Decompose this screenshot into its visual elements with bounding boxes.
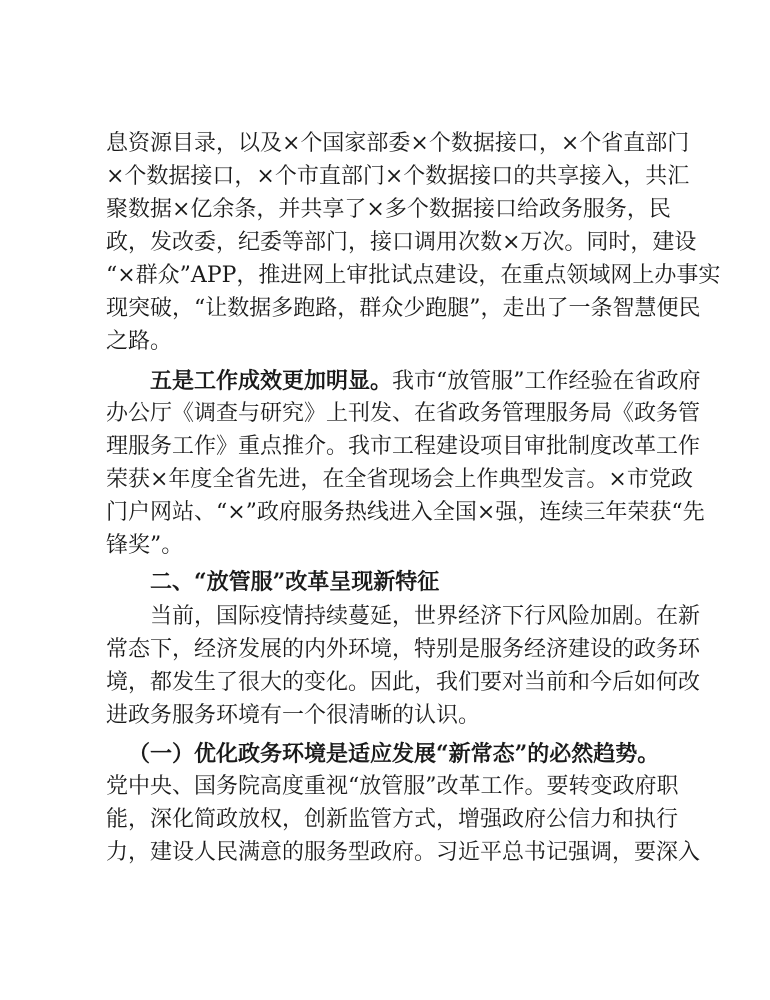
text-line: 政，发改委，纪委等部门，接口调用次数×万次。同时，建设 (106, 230, 697, 255)
section-heading: 二、“放管服”改革呈现新特征 (150, 569, 440, 595)
subheading: （一）优化政务环境是适应发展“新常态”的必然趋势。 (128, 741, 660, 767)
text-line: 锋奖”。 (106, 533, 184, 558)
text-line: 能，深化简政放权，创新监管方式，增强政府公信力和执行 (106, 807, 679, 832)
text-line: ×个数据接口，×个市直部门×个数据接口的共享接入，共汇 (106, 164, 690, 189)
text-line: 荣获×年度全省先进，在全省现场会上作典型发言。×市党政 (106, 467, 693, 492)
text-line: 党中央、国务院高度重视“放管服”改革工作。要转变政府职 (106, 774, 679, 799)
text-line: 息资源目录，以及×个国家部委×个数据接口，×个省直部门 (106, 131, 690, 156)
text-line: 力，建设人民满意的服务型政府。习近平总书记强调，要深入 (106, 840, 701, 865)
text-line: “×群众”APP，推进网上审批试点建设，在重点领域网上办事实 (106, 263, 721, 288)
paragraph-lead-rest: 我市“放管服”工作经验在省政府 (392, 369, 701, 394)
text-line: 现突破，“让数据多跑路，群众少跑腿”，走出了一条智慧便民 (106, 296, 701, 321)
text-line: 聚数据×亿余条，并共享了×多个数据接口给政务服务，民 (106, 197, 671, 222)
text-line: 进政务服务环境有一个很清晰的认识。 (106, 703, 481, 728)
text-line: 境，都发生了很大的变化。因此，我们要对当前和今后如何改 (106, 670, 701, 695)
text-line: 常态下，经济发展的内外环境，特别是服务经济建设的政务环 (106, 637, 701, 662)
paragraph-lead-bold: 五是工作成效更加明显。 (150, 368, 393, 394)
text-line: 当前，国际疫情持续蔓延，世界经济下行风险加剧。在新 (150, 604, 701, 629)
text-line: 之路。 (106, 329, 173, 354)
text-line: 办公厅《调查与研究》上刊发、在省政务管理服务局《政务管 (106, 401, 701, 426)
text-line: 门户网站、“×”政府服务热线进入全国×强，连续三年荣获“先 (106, 500, 705, 525)
paragraph-first-line (150, 368, 701, 396)
text-line: 理服务工作》重点推介。我市工程建设项目审批制度改革工作 (106, 434, 701, 459)
